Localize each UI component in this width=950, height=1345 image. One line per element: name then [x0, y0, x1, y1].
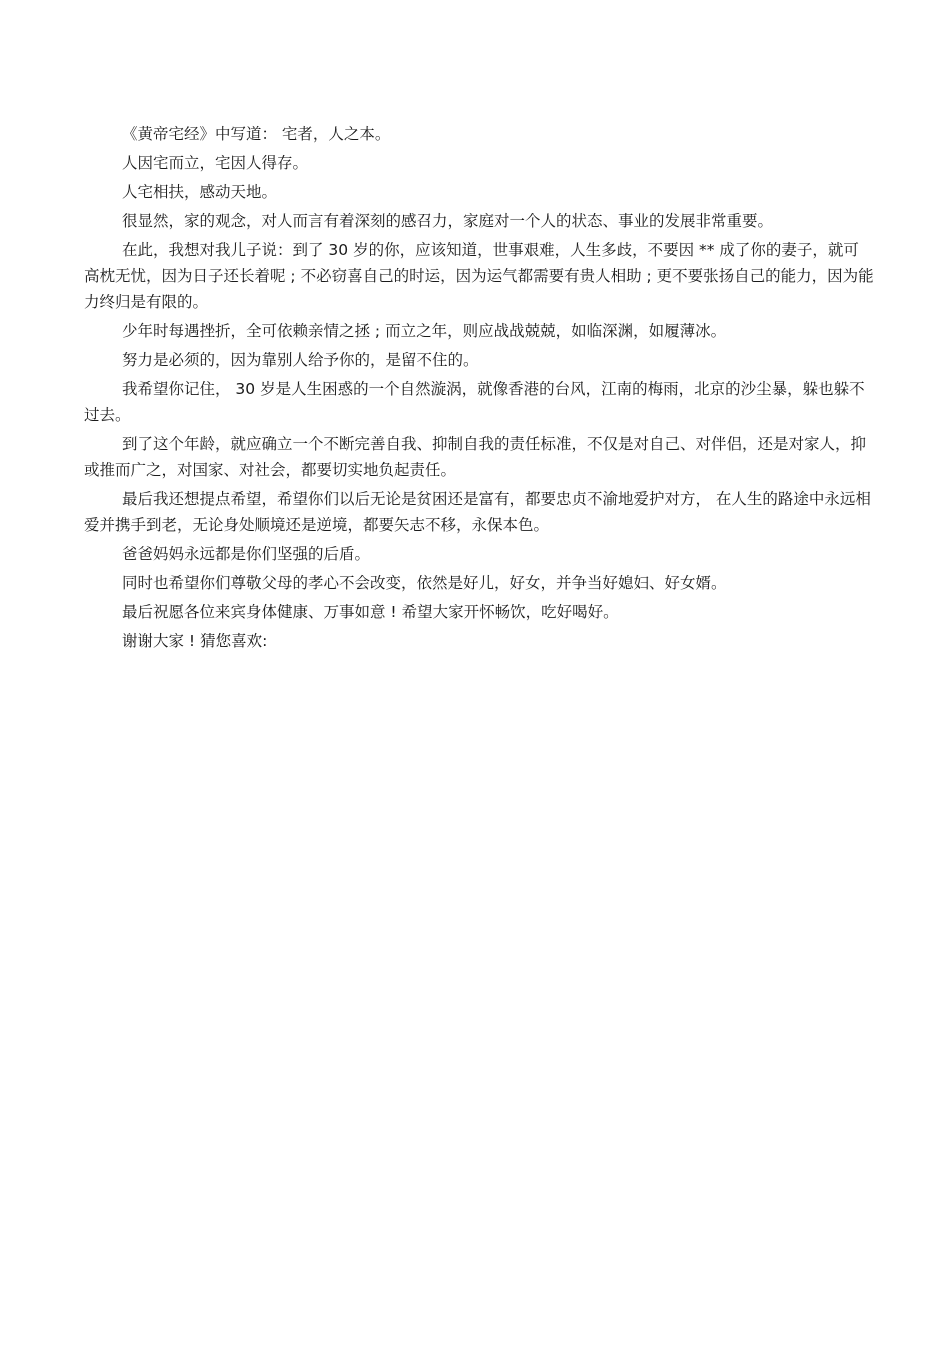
paragraph: 爸爸妈妈永远都是你们坚强的后盾。	[122, 545, 371, 563]
paragraph: 我希望你记住， 30 岁是人生困惑的一个自然漩涡，就像香港的台风，江南的梅雨，北京的沙尘暴，躲也躲不过去。	[84, 380, 865, 424]
paragraph: 最后祝愿各位来宾身体健康、万事如意 ! 希望大家开怀畅饮，吃好喝好。	[122, 603, 619, 621]
paragraph: 努力是必须的，因为靠别人给予你的，是留不住的。	[122, 351, 479, 369]
paragraph: 《黄帝宅经》中写道： 宅者，人之本。	[122, 125, 391, 143]
paragraph: 谢谢大家 ! 猜您喜欢:	[122, 632, 268, 650]
paragraph: 同时也希望你们尊敬父母的孝心不会改变，依然是好儿，好女，并争当好媳妇、好女婿。	[122, 574, 727, 592]
paragraph: 少年时每遇挫折，全可依赖亲情之拯 ; 而立之年，则应战战兢兢，如临深渊，如履薄冰。	[122, 322, 727, 340]
paragraph: 人因宅而立，宅因人得存。	[122, 154, 309, 172]
paragraph: 在此，我想对我儿子说：到了 30 岁的你，应该知道，世事艰难，人生多歧，不要因 ** 成了你的妻子，就可高枕无忧，因为日子还长着呢 ; 不必窃喜自己的时运，因为运气都需要有贵人相助 ; 更不要张扬自己的能力，因为能力终归是有限的。	[84, 241, 874, 311]
paragraph: 到了这个年龄，就应确立一个不断完善自我、抑制自我的责任标准，不仅是对自己、对伴侣，还是对家人，抑或推而广之，对国家、对社会，都要切实地负起责任。	[84, 435, 867, 479]
paragraph: 最后我还想提点希望，希望你们以后无论是贫困还是富有，都要忠贞不渝地爱护对方， 在人生的路途中永远相爱并携手到老，无论身处顺境还是逆境，都要矢志不移，永保本色。	[84, 490, 871, 534]
paragraph: 很显然，家的观念，对人而言有着深刻的感召力，家庭对一个人的状态、事业的发展非常重要。	[122, 212, 774, 230]
paragraph: 人宅相扶，感动天地。	[122, 183, 278, 201]
document-body	[84, 121, 874, 657]
